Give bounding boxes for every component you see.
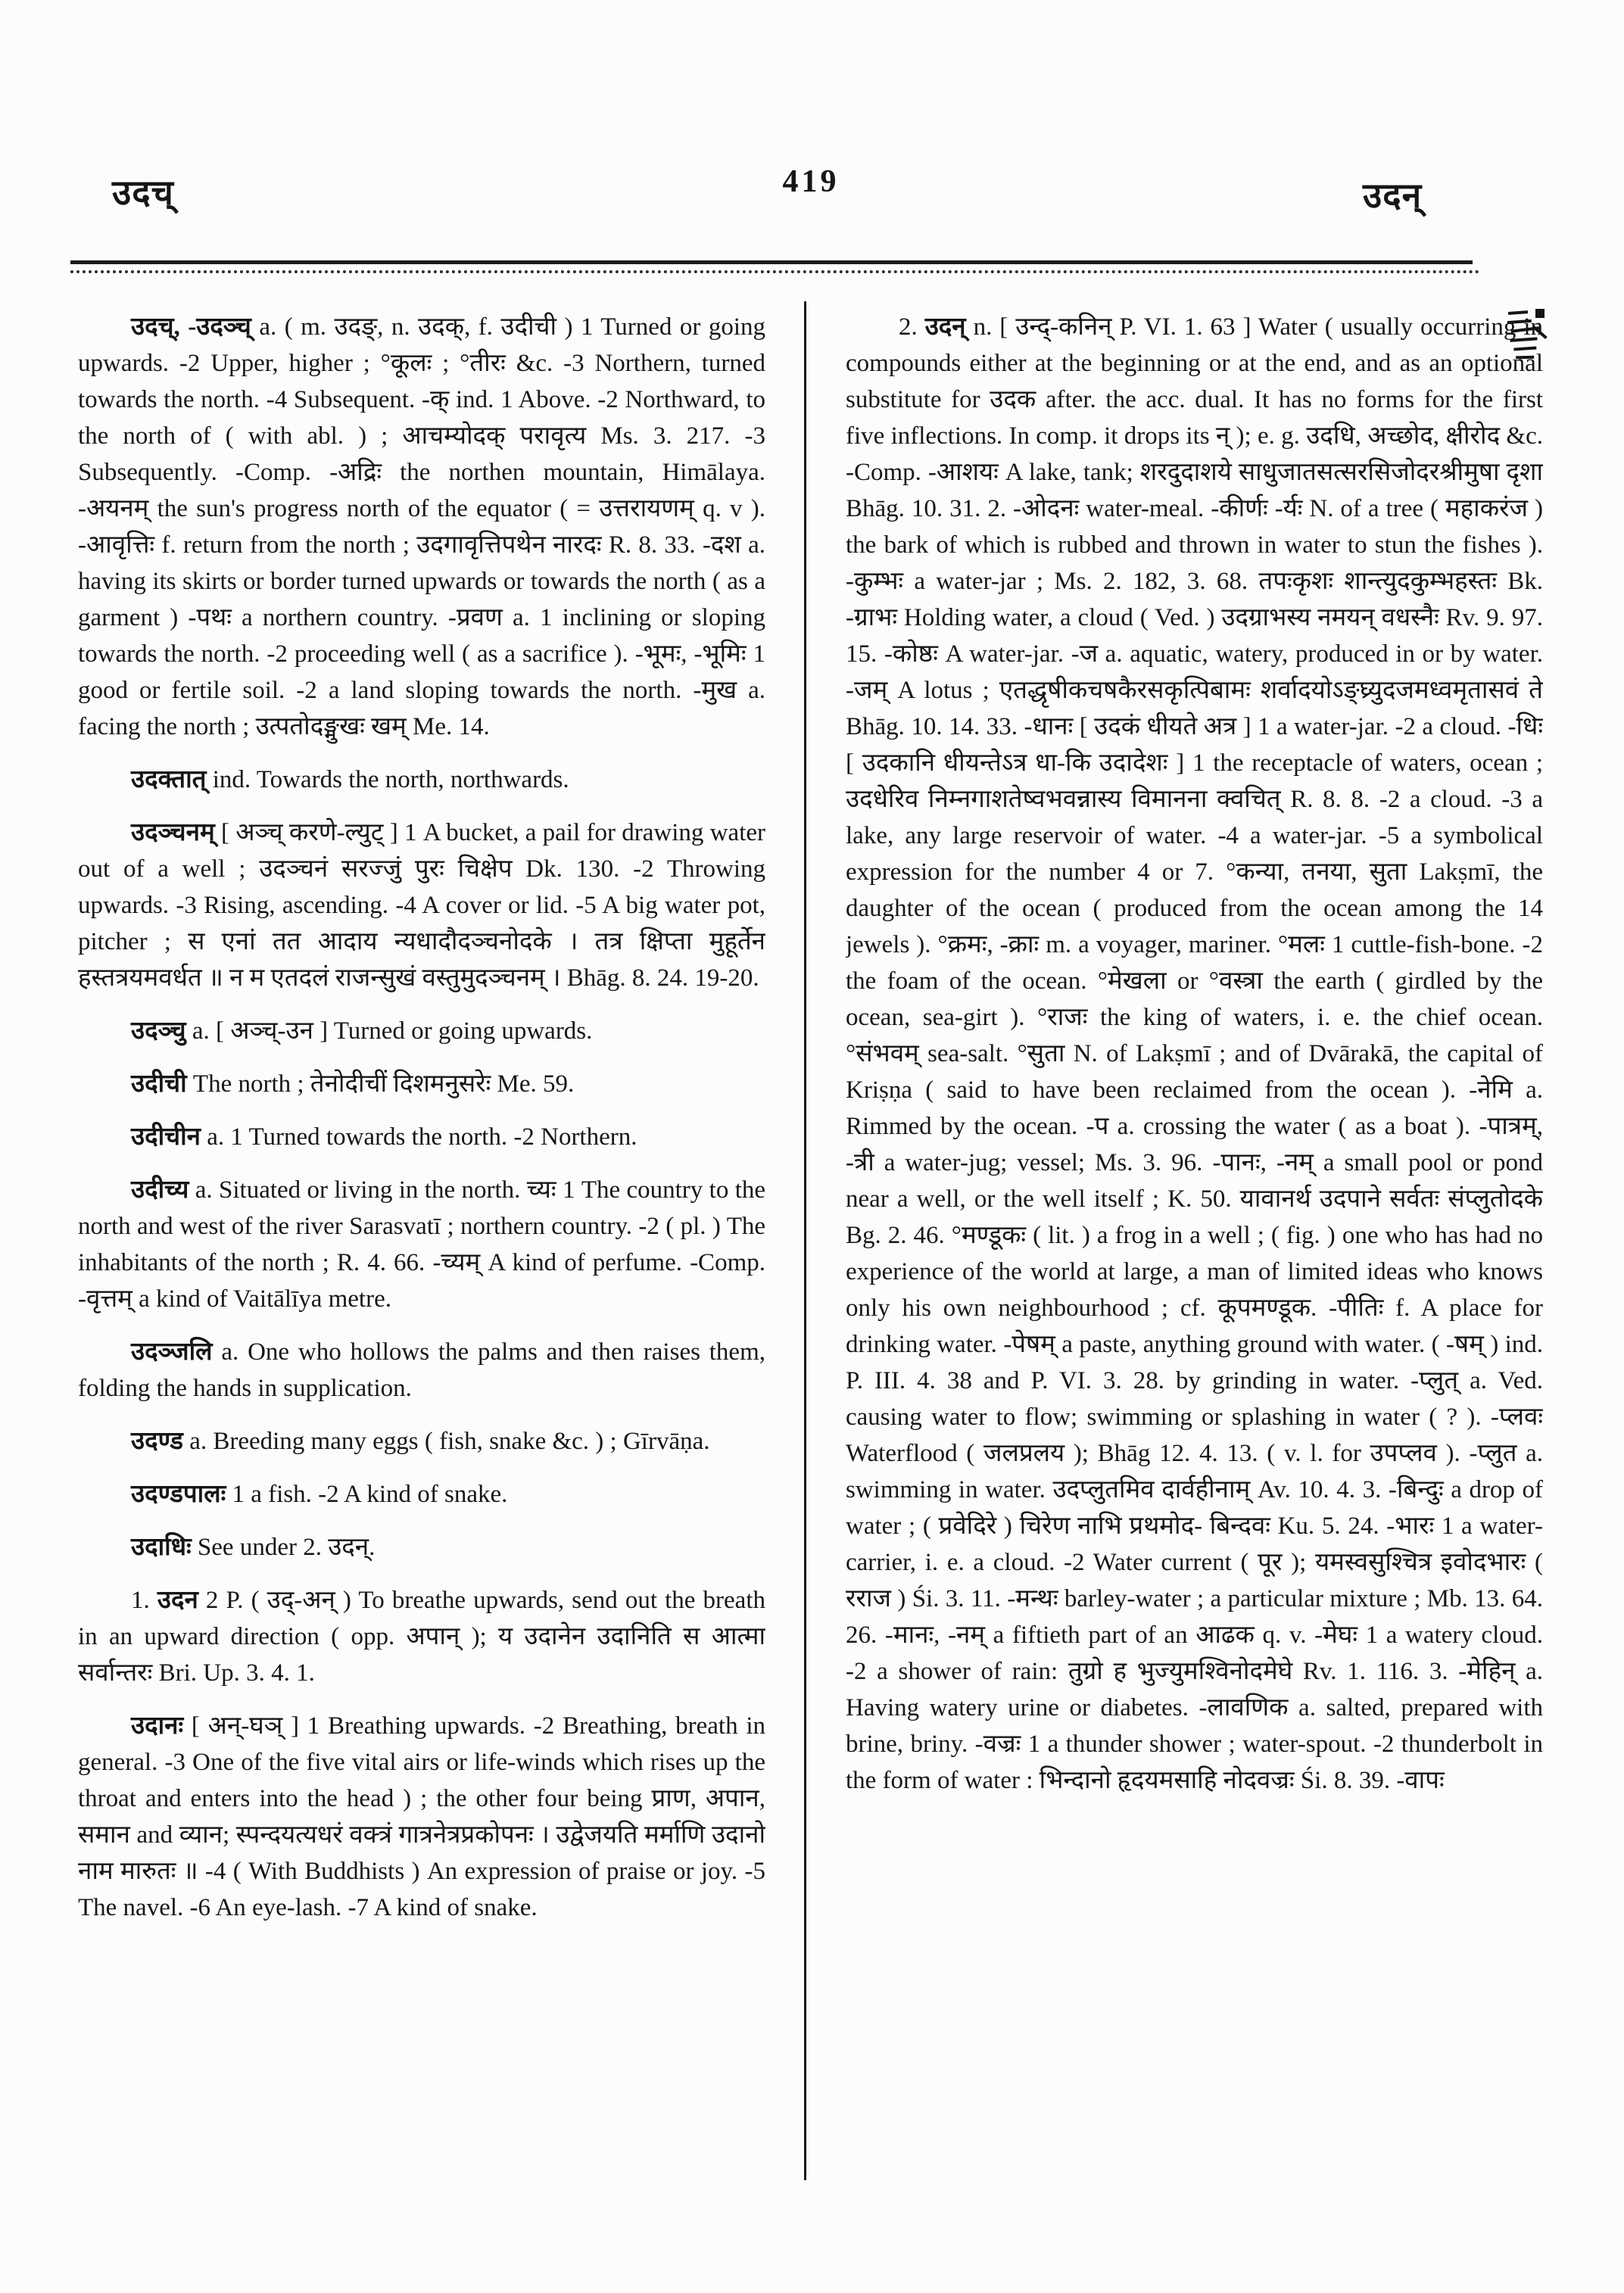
dictionary-entry (78, 815, 765, 996)
entry-headword: उदण्ड (131, 1428, 183, 1455)
dictionary-entry (78, 309, 765, 745)
running-head-right: उदन् (1363, 176, 1423, 215)
dictionary-entry (78, 1013, 765, 1049)
entry-headword: उदण्डपालः (131, 1481, 226, 1508)
entry-body: See under 2. उदन्. (197, 1534, 376, 1561)
dictionary-entry (78, 762, 765, 798)
entry-body: a. ( m. उदङ्, n. उदक्, f. उदीची ) 1 Turned or going upwards. -2 Upper, higher ; °कूलः ; °तीरः &c. -3 Northern, turned towards the north. -4 Subsequent. -क् ind. 1 Above. -2 Northward, to the north of ( with abl. ) ; आचम्योदक् परावृत्य Ms. 3. 217. -3 Subsequently. -Comp. -अद्रिः the northen mountain, Himālaya. -अयनम् the sun's progress north of the equator ( = उत्तरायणम् q. v ). -आवृत्तिः f. return from the north ; उदगावृत्तिपथेन नारदः R. 8. 33. -दश a. having its skirts or border turned upwards or towards the north ( as a garment ) -पथः a northern country. -प्रवण a. 1 inclining or sloping towards the north. -2 proceeding well ( as a sacrifice ). -भूमः, -भूमिः 1 good or fertile soil. -2 a land sloping towards the north. -मुख a. facing the north ; उत्पतोदङ्मुखः खम् Me. 14. (78, 313, 765, 740)
entry-body: [ अन्-घञ् ] 1 Breathing upwards. -2 Breathing, breath in general. -3 One of the five vital airs or life-winds which rises up the throat and enters into the head ) ; the other four being प्राण, अपान, समान and व्यान; स्पन्दयत्यधरं वक्त्रं गात्रनेत्रप्रकोपनः । उद्वेजयति मर्माणि उदानो नाम मारुतः ॥ -4 ( With Buddhists ) An expression of praise or joy. -5 The navel. -6 An eye-lash. -7 A kind of snake. (78, 1712, 765, 1921)
dictionary-entry (846, 309, 1543, 1799)
running-head-left: उदच् (112, 173, 174, 212)
page-number: 419 (782, 164, 840, 199)
entry-headword: उदक्तात् (131, 766, 207, 793)
dictionary-entry (78, 1334, 765, 1407)
column-divider (804, 301, 806, 2180)
dictionary-entry (78, 1172, 765, 1317)
entry-headword: उदञ्जलि (131, 1338, 213, 1366)
dictionary-entry (78, 1582, 765, 1691)
entry-body: ind. Towards the north, northwards. (212, 766, 569, 793)
dictionary-entry (78, 1119, 765, 1155)
entry-body: 2 P. ( उद्-अन् ) To breathe upwards, send out the breath in an upward direction ( opp. अपान् ); य उदानेन उदानिति स आत्मा सर्वान्तरः Bri. Up. 3. 4. 1. (78, 1587, 765, 1687)
dictionary-entry (78, 1476, 765, 1513)
header-rule-dotted (70, 270, 1480, 273)
entry-body: a. 1 Turned towards the north. -2 Northern. (207, 1123, 637, 1151)
entry-headword: उदीचीन (131, 1123, 201, 1151)
entry-headword: उदीच्य (131, 1176, 189, 1204)
entry-headword: उदन (157, 1587, 198, 1614)
left-column (78, 309, 765, 2232)
entry-body: [ अञ्च् करणे-ल्युट् ] 1 A bucket, a pail for drawing water out of a well ; उदञ्चनं सरज्जुं पुरः चिक्षेप Dk. 130. -2 Throwing upwards. -3 Rising, ascending. -4 A cover or lid. -5 A big water pot, pitcher ; स एनां तत आदाय न्यधादौदञ्चनोदके । तत्र क्षिप्ता मुहूर्तेन हस्तत्रयमवर्धत ॥ न म एतदलं राजन्सुखं वस्तुमुदञ्चनम् । Bhāg. 8. 24. 19-20. (78, 819, 765, 992)
dictionary-entry (78, 1529, 765, 1566)
entry-headword: उदन् (924, 313, 966, 341)
entry-number: 1. (131, 1587, 157, 1614)
entry-body: The north ; तेनोदीचीं दिशमनुसरेः Me. 59. (192, 1070, 575, 1098)
entry-headword: उदीची (131, 1070, 187, 1098)
entry-body: a. One who hollows the palms and then raises them, folding the hands in supplication. (78, 1338, 765, 1402)
entry-number: 2. (899, 313, 925, 341)
dictionary-entry (78, 1066, 765, 1102)
entry-body: 1 a fish. -2 A kind of snake. (232, 1481, 508, 1508)
entry-headword: उदञ्चु (131, 1017, 186, 1045)
dictionary-entry (78, 1708, 765, 1926)
entry-headword: उदञ्चनम् (131, 819, 215, 846)
entry-headword: उदाधिः (131, 1534, 192, 1561)
entry-body: a. Situated or living in the north. च्यः 1 The country to the north and west of the river Sarasvatī ; northern country. -2 ( pl. ) The inhabitants of the north ; R. 4. 66. -च्यम् A kind of perfume. -Comp. -वृत्तम् a kind of Vaitālīya metre. (78, 1176, 765, 1313)
entry-body: a. Breeding many eggs ( fish, snake &c. ) ; Gīrvāṇa. (189, 1428, 710, 1455)
entry-body: n. [ उन्द्-कनिन् P. VI. 1. 63 ] Water ( usually occurring in compounds either at the beginning or at the end, and as an optional substitute for उदक after. the acc. dual. It has no forms for the first five inflections. In comp. it drops its न् ); e. g. उदधि, अच्छोद, क्षीरोद &c. -Comp. -आशयः A lake, tank; शरदुदाशये साधुजातसत्सरसिजोदरश्रीमुषा दृशा Bhāg. 10. 31. 2. -ओदनः water-meal. -कीर्णः -र्यः N. of a tree ( महाकरंज ) the bark of which is rubbed and thrown in water to stun the fishes ). -कुम्भः a water-jar ; Ms. 2. 182, 3. 68. तपःकृशः शान्त्युदकुम्भहस्तः Bk. -ग्राभः Holding water, a cloud ( Ved. ) उदग्राभस्य नमयन् वधस्नैः Rv. 9. 97. 15. -कोष्ठः A water-jar. -ज a. aquatic, watery, produced in or by water. -जम् A lotus ; एतद्धृषीकचषकैरसकृत्पिबामः शर्वादयोऽङ्घ्र्युदजमध्वमृतासवं ते Bhāg. 10. 14. 33. -धानः [ उदकं धीयते अत्र ] 1 a water-jar. -2 a cloud. -धिः [ उदकानि धीयन्तेऽत्र धा-कि उदादेशः ] 1 the receptacle of waters, ocean ; उदधेरिव निम्नगाशतेष्वभवन्नास्य विमानना क्वचित् R. 8. 8. -2 a cloud. -3 a lake, any large reservoir of water. -4 a water-jar. -5 a symbolical expression for the number 4 or 7. °कन्या, तनया, सुता Lakṣmī, the daughter of the ocean ( produced from the ocean among the 14 jewels ). °क्रमः, -क्राः m. a voyager, mariner. °मलः 1 cuttle-fish-bone. -2 the foam of the ocean. °मेखला or °वस्त्रा the earth ( girdled by the ocean, sea-girt ). °राजः the king of waters, i. e. the chief ocean. °संभवम् sea-salt. °सुता N. of Lakṣmī ; and of Dvārakā, the capital of Kriṣṇa ( said to have been reclaimed from the ocean ). -नेमि a. Rimmed by the ocean. -प a. crossing the water ( as a boat ). -पात्रम्, -त्री a water-jug; vessel; Ms. 3. 96. -पानः, -नम् a small pool or pond near a well, or the well itself ; K. 50. यावानर्थ उदपाने सर्वतः संप्लुतोदके Bg. 2. 46. °मण्डूकः ( lit. ) a frog in a well ; ( fig. ) one who has had no experience of the world at large, a man of limited ideas who knows only his own neighbourhood ; cf. कूपमण्डूक. -पीतिः f. A place for drinking water. -पेषम् a paste, anything ground with water. ( -षम् ) ind. P. III. 4. 38 and P. VI. 3. 28. by grinding in water. -प्लुत् a. Ved. causing water to flow; swimming or splashing in water ( ? ). -प्लवः Waterflood ( जलप्रलय ); Bhāg 12. 4. 13. ( v. l. for उपप्लव ). -प्लुत a. swimming in water. उदप्लुतमिव दार्वहीनाम् Av. 10. 4. 3. -बिन्दुः a drop of water ; ( प्रवेदिरे ) चिरेण नाभि प्रथमोद- बिन्दवः Ku. 5. 24. -भारः 1 a water-carrier, i. e. a cloud. -2 Water current ( पूर ); यमस्वसुश्चित्र इवोदभारः ( रराज ) Śi. 3. 11. -मन्थः barley-water ; a particular mixture ; Mb. 13. 64. 26. -मानः, -नम् a fiftieth part of an आढक q. v. -मेघः 1 a watery cloud. -2 a shower of rain: तुग्रो ह भुज्युमश्विनोदमेघे Rv. 1. 116. 3. -मेहिन् a. Having watery urine or diabetes. -लावणिक a. salted, prepared with brine, briny. -वज्रः 1 a thunder shower ; water-spout. -2 thunderbolt in the form of water : भिन्दानो हृदयमसाहि नोदवज्रः Śi. 8. 39. -वापः (846, 313, 1543, 1794)
entry-body: a. [ अञ्च्-उन ] Turned or going upwards. (192, 1017, 593, 1045)
entry-headword: उदानः (131, 1712, 184, 1740)
dictionary-entry (78, 1423, 765, 1460)
header-rule-solid (70, 260, 1473, 264)
entry-headword: उदच्, -उदञ्च् (131, 313, 251, 341)
right-column (846, 309, 1543, 2247)
